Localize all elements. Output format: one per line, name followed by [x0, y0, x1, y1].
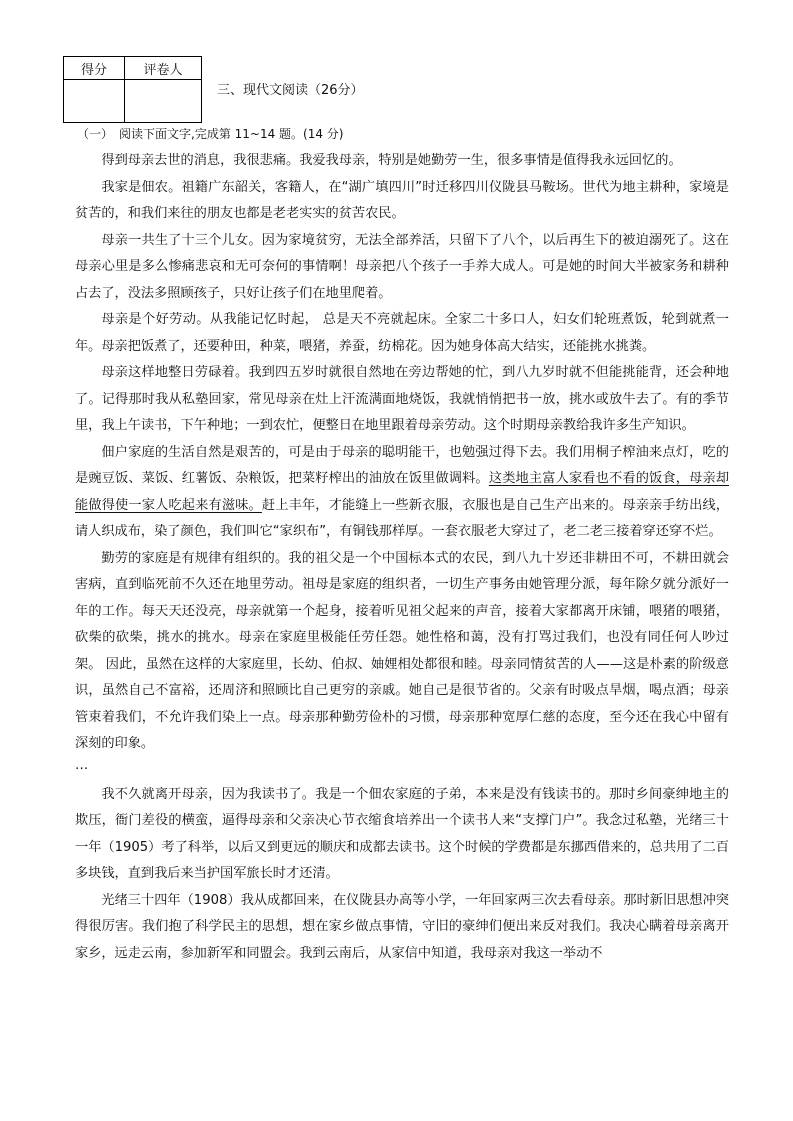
- paragraph-text: 赶上丰年，才能缝上一些新衣服，衣服也是自己生产出来的。母亲亲手纺出线，请人织成布，染了颜色，我们叫它“家织布”，有铜钱那样厚。一套衣服老大穿过了，老二老三接着穿还穿不烂。: [75, 497, 729, 539]
- grader-cell: [125, 80, 202, 123]
- paragraph: 母亲是个好劳动。从我能记忆时起， 总是天不亮就起床。全家二十多口人，妇女们轮班煮饭，轮到就煮一年。母亲把饭煮了，还要种田，种菜，喂猪，养蚕，纺棉花。因为她身体高大结实，还能挑水挑粪。: [75, 312, 729, 354]
- article-body: [75, 148, 729, 967]
- section-title: 三、现代文阅读（26分）: [217, 83, 364, 98]
- paragraph: 我家是佃农。祖籍广东韶关，客籍人，在“湖广填四川”时迁移四川仪陇县马鞍场。世代为地主耕种，家境是贫苦的，和我们来往的朋友也都是老老实实的贫苦农民。: [75, 179, 729, 221]
- paragraph-text: 佃户家庭的生活自然是艰苦的，可是由于母亲的聪明能干，也勉强过得下去。我们用桐子榨油来点灯，吃的是豌豆饭、菜饭、红薯饭、杂粮饭，把菜籽榨出的油放在饭里做调料。: [75, 444, 729, 486]
- score-table: [63, 56, 202, 123]
- grader-header: 评卷人: [125, 57, 202, 80]
- part-heading: （一） 阅读下面文字,完成第 11~14 题。(14 分): [77, 127, 344, 141]
- paragraph: 母亲一共生了十三个儿女。因为家境贫穷，无法全部养活，只留下了八个，以后再生下的被迫溺死了。这在母亲心里是多么惨痛悲哀和无可奈何的事情啊！母亲把八个孩子一手养大成人。可是她的时间大半被家务和耕种占去了，没法多照顾孩子，只好让孩子们在地里爬着。: [75, 232, 729, 301]
- paragraph: 得到母亲去世的消息，我很悲痛。我爱我母亲，特别是她勤劳一生，很多事情是值得我永远回忆的。: [101, 153, 682, 168]
- ellipsis: …: [75, 757, 89, 773]
- score-header: 得分: [64, 57, 125, 80]
- paragraph: 母亲这样地整日劳碌着。我到四五岁时就很自然地在旁边帮她的忙，到八九岁时就不但能挑能背，还会种地了。记得那时我从私塾回家，常见母亲在灶上汗流满面地烧饭，我就悄悄把书一放，挑水或放牛去了。有的季节里，我上午读书，下午种地；一到农忙，便整日在地里跟着母亲劳动。这个时期母亲教给我许多生产知识。: [75, 365, 729, 433]
- paragraph: 勤劳的家庭是有规律有组织的。我的祖父是一个中国标本式的农民，到八九十岁还非耕田不可，不耕田就会害病，直到临死前不久还在地里劳动。祖母是家庭的组织者，一切生产事务由她管理分派，每年除夕就分派好一年的工作。每天天还没亮，母亲就第一个起身，接着听见祖父起来的声音，接着大家都离开床铺，喂猪的喂猪，砍柴的砍柴，挑水的挑水。母亲在家庭里极能任劳任怨。她性格和蔼，没有打骂过我们，也没有同任何人吵过架。 因此，虽然在这样的大家庭里，长幼、伯叔、妯娌相处都很和睦。母亲同情贫苦的人——这是朴素的阶级意识，虽然自己不富裕，还周济和照顾比自己更穷的亲戚。她自己是很节省的。父亲有时吸点旱烟，喝点酒；母亲管束着我们，不允许我们染上一点。母亲那种勤劳俭朴的习惯，母亲那种宽厚仁慈的态度，至今还在我心中留有深刻的印象。: [75, 550, 729, 751]
- underlined-sentence: 这类地主富人家看也不看的饭食，母亲却能做得使一家人吃起来有滋味。: [75, 471, 729, 513]
- paragraph: 我不久就离开母亲，因为我读书了。我是一个佃农家庭的子弟，本来是没有钱读书的。那时乡间豪绅地主的欺压，衙门差役的横蛮，逼得母亲和父亲决心节衣缩食培养出一个读书人来“支撑门户”。我念过私塾，光绪三十一年（1905）考了科举，以后又到更远的顺庆和成都去读书。这个时候的学费都是东挪西借来的，总共用了二百多块钱，直到我后来当护国军旅长时才还清。: [75, 786, 729, 881]
- paragraph: [75, 440, 729, 546]
- score-cell: [64, 80, 125, 123]
- paragraph: 光绪三十四年（1908）我从成都回来，在仪陇县办高等小学，一年回家两三次去看母亲。那时新旧思想冲突得很厉害。我们抱了科学民主的思想，想在家乡做点事情，守旧的豪绅们便出来反对我们。我决心瞒着母亲离开家乡，远走云南，参加新军和同盟会。我到云南后，从家信中知道，我母亲对我这一举动不: [75, 892, 729, 961]
